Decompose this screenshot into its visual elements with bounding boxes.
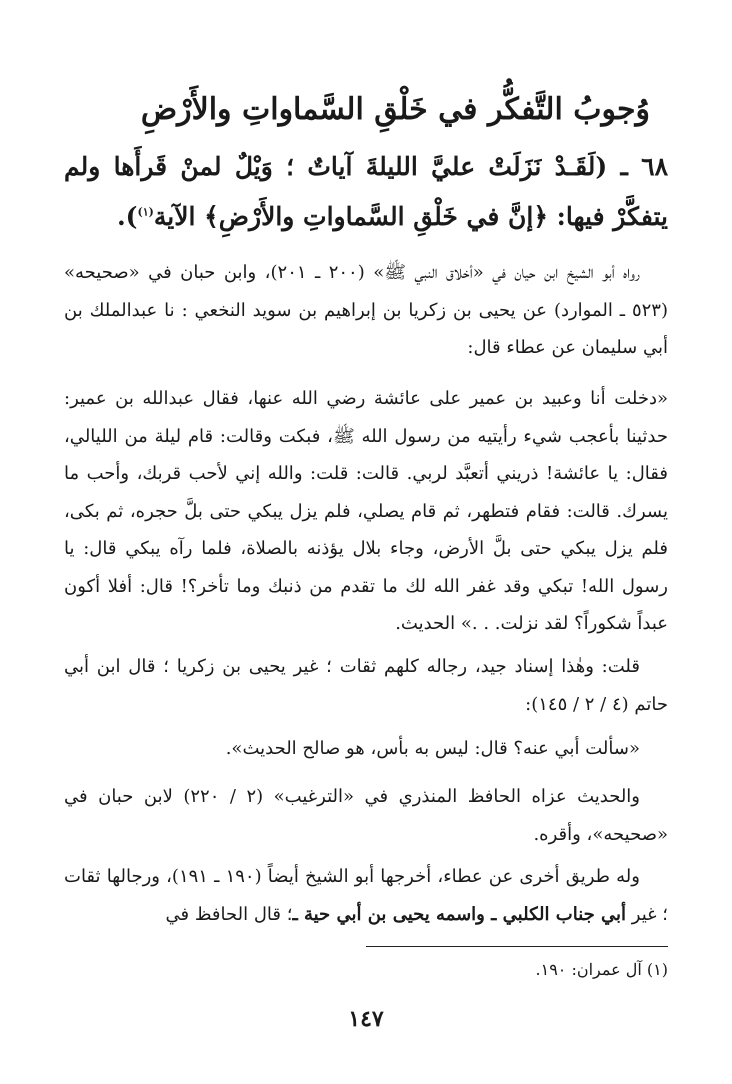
paragraph-takhrij: رواه أبو الشيخ ابن حيان في «أخلاق النبي ﷺ» (٢٠٠ ـ ٢٠١)، وابن حبان في «صحيحه» (٥٢٣ ـ الموارد) عن يحيى بن زكريا بن إبراهيم بن سويد النخعي : نا عبدالملك بن أبي سليمان عن عطاء قال:	[64, 262, 668, 358]
narrator-name: أبي جناب الكلبي ـ واسمه يحيى بن أبي حية ـ	[292, 903, 627, 925]
other-route-text-a: وله طريق أخرى عن عطاء، أخرجها أبو الشيخ أيضاً (١٩٠ ـ ١٩١)، ورجالها ثقات ؛ غير	[64, 866, 668, 925]
page-number: ١٤٧	[348, 1006, 384, 1032]
section-heading: وُجوبُ التَّفكُّر في خَلْقِ السَّماواتِ والأَرْضِ	[140, 92, 650, 127]
other-route-text-c: ؛ قال الحافظ في	[165, 903, 293, 925]
hadith-text-a: (لَقَـدْ نَزَلَتْ عليَّ الليلةَ آياتٌ ؛ وَيْلٌ لمنْ قَرأَها ولم يتفكَّرْ فيها: ﴿إنَّ في خَلْقِ السَّماواتِ والأَرْضِ﴾ الآية	[64, 152, 668, 231]
paragraph-hadith-narration: «دخلت أنا وعبيد بن عمير على عائشة رضي الله عنها، فقال عبدالله بن عمير: حدثينا بأعجب شيء رأيتيه من رسول الله ﷺ، فبكت وقالت: قام ليلة من الليالي، فقال: يا عائشة! ذريني أتعبَّد لربي. قالت: قلت: والله إني لأحب قربك، وأحب ما يسرك. قالت: فقام فتطهر، ثم قام يصلي، فلم يزل يبكي حتى بلَّ حجره، ثم بكى، فلم يزل يبكي حتى بلَّ الأرض، وجاء بلال يؤذنه بالصلاة، فلما رآه يبكي قال: يا رسول الله! تبكي وقد غفر الله لك ما تقدم من ذنبك وما تأخر؟! قال: أفلا أكون عبداً شكوراً؟ لقد نزلت. . .» الحديث.	[64, 388, 668, 634]
hadith-number: ٦٨	[641, 152, 668, 181]
footnote-divider	[366, 946, 668, 947]
hadith-dash: ـ	[607, 152, 642, 181]
paragraph-ibn-abi-hatim-quote: «سألت أبي عنه؟ قال: ليس به بأس، هو صالح الحديث».	[225, 738, 640, 759]
paragraph-isnad-grading: قلت: وهٰذا إسناد جيد، رجاله كلهم ثقات ؛ غير يحيى بن زكريا ؛ قال ابن أبي حاتم (٤ / ٢ / ١٤٥):	[64, 656, 668, 715]
paragraph-mundhiri: والحديث عزاه الحافظ المنذري في «الترغيب» (٢ / ٢٢٠) لابن حبان في «صحيحه»، وأقره.	[64, 786, 668, 845]
paragraph-other-route	[64, 858, 668, 933]
hadith-text-b: ).	[116, 202, 138, 231]
footnote-marker: (١)	[137, 205, 154, 219]
footnote: (١) آل عمران: ١٩٠.	[535, 960, 668, 979]
hadith-68	[64, 142, 668, 242]
